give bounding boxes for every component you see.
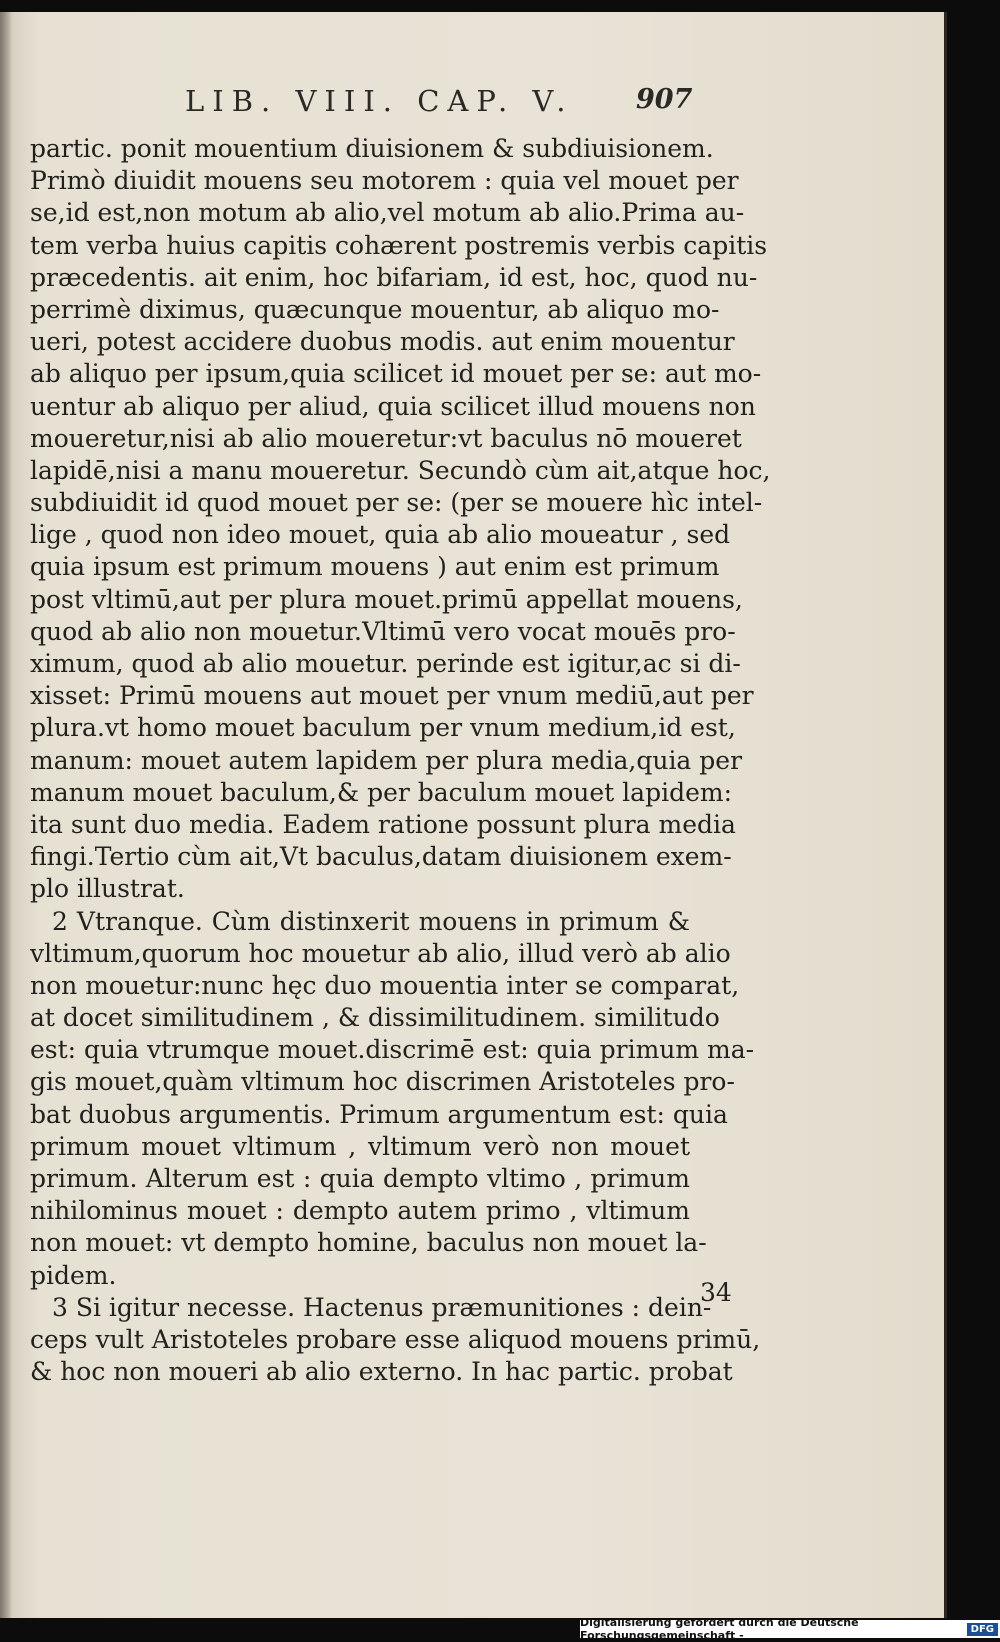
text-line: 3 Si igitur necesse. Hactenus præmunitiones : dein- [52, 1292, 712, 1322]
text-line: uentur ab aliquo per aliud, quia scilicet illud mouens non [30, 391, 756, 421]
text-line: ab aliquo per ipsum,quia scilicet id mouet per se: aut mo- [30, 359, 762, 389]
page-header [0, 84, 947, 124]
running-head: LIB. VIII. CAP. V. [185, 84, 574, 118]
text-line: lapidē,nisi a manu moueretur. Secundò cùm ait,atque hoc, [30, 455, 771, 485]
funding-note: Digitalisierung gefördert durch die Deutsche Forschungsgemeinschaft - [580, 1616, 859, 1642]
text-line: ximum, quod ab alio mouetur. perinde est igitur,ac si di- [30, 649, 741, 678]
text-line: ueri, potest accidere duobus modis. aut enim mouentur [30, 327, 735, 357]
funding-footer [580, 1616, 1000, 1642]
text-line: tem verba huius capitis cohærent postremis verbis capitis [30, 230, 768, 260]
text-line: manum: mouet autem lapidem per plura media,quia per [30, 745, 743, 775]
text-line: vltimum,quorum hoc mouetur ab alio, illud verò ab alio [30, 938, 731, 968]
text-line: lige , quod non ideo mouet, quia ab alio moueatur , sed [30, 520, 731, 550]
text-line: 2 Vtranque. Cùm distinxerit mouens in primum & [52, 906, 690, 936]
text-line: quod ab alio non mouetur.Vltimū vero vocat mouēs pro- [30, 616, 736, 646]
folio-number: 907 [636, 84, 693, 115]
text-line: non mouetur:nunc hęc duo mouentia inter se comparat, [30, 970, 740, 1000]
text-line: gis mouet,quàm vltimum hoc discrimen Aristoteles pro- [30, 1067, 735, 1097]
text-line: plo illustrat. [30, 874, 185, 904]
dfg-logo-icon: DFG [967, 1623, 998, 1636]
text-line: nihilominus mouet : dempto autem primo , vltimum [30, 1196, 690, 1226]
text-line: præcedentis. ait enim, hoc bifariam, id est, hoc, quod nu- [30, 262, 758, 292]
text-line: perrimè diximus, quæcunque mouentur, ab aliquo mo- [30, 294, 720, 324]
text-line: manum mouet baculum,& per baculum mouet lapidem: [30, 777, 733, 807]
text-line: plura.vt homo mouet baculum per vnum medium,id est, [30, 713, 736, 743]
text-line: at docet similitudinem , & dissimilitudinem. similitudo [30, 1003, 720, 1033]
text-line: primum mouet vltimum , vltimum verò non mouet [30, 1131, 690, 1161]
text-line: xisset: Primū mouens aut mouet per vnum mediū,aut per [30, 681, 754, 711]
text-line: bat duobus argumentis. Primum argumentum est: quia [30, 1099, 728, 1129]
text-line: fingi.Tertio cùm ait,Vt baculus,datam diuisionem exem- [30, 842, 732, 872]
text-line: moueretur,nisi ab alio moueretur:vt baculus nō moueret [30, 423, 742, 453]
text-line: pidem. [30, 1260, 117, 1290]
text-line: ceps vult Aristoteles probare esse aliquod mouens primū, [30, 1324, 761, 1354]
text-line: & hoc non moueri ab alio externo. In hac partic. probat [30, 1357, 733, 1387]
page-gutter-shadow [0, 12, 12, 1618]
text-line: ita sunt duo media. Eadem ratione possunt plura media [30, 809, 736, 839]
text-line: se,id est,non motum ab alio,vel motum ab alio.Prima au- [30, 198, 745, 228]
marginal-number: 34 [700, 1278, 732, 1307]
text-line: est: quia vtrumque mouet.discrimē est: quia primum ma- [30, 1035, 755, 1065]
text-line: non mouet: vt dempto homine, baculus non mouet la- [30, 1228, 707, 1258]
text-line: quia ipsum est primum mouens ) aut enim est primum [30, 552, 720, 582]
text-line: subdiuidit id quod mouet per se: (per se mouere hìc intel- [30, 488, 763, 518]
text-line: partic. ponit mouentium diuisionem & subdiuisionem. [30, 134, 714, 163]
text-line: Primò diuidit mouens seu motorem : quia vel mouet per [30, 166, 739, 196]
text-line: primum. Alterum est : quia dempto vltimo , primum [30, 1164, 690, 1193]
text-line: post vltimū,aut per plura mouet.primū appellat mouens, [30, 584, 743, 614]
